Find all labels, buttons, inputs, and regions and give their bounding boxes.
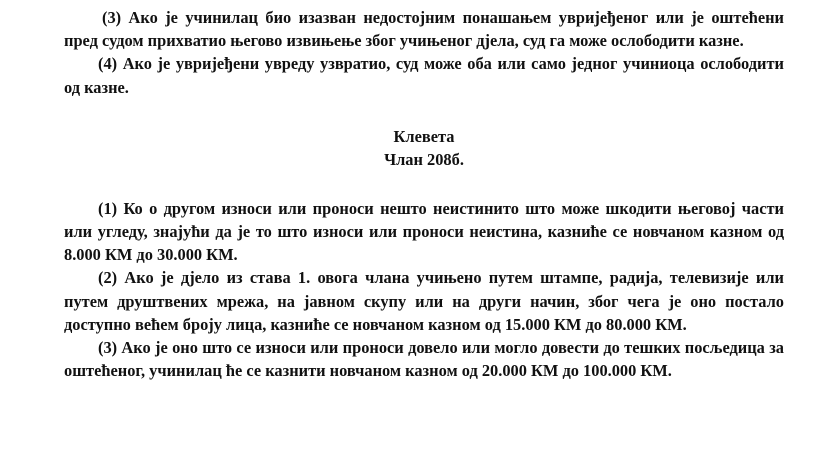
article-title: Клевета: [393, 126, 455, 146]
paragraph-207-3: (3) Ако је учинилац био изазван недостојним понашањем увријеђеног или је оштећени пред судом прихватио његово извињење због учињеног дјела, суд га може ослободити казне.: [64, 8, 784, 51]
article-number: Члан 208б.: [384, 149, 464, 169]
paragraph-208b-2: (2) Ако је дјело из става 1. овога члана учињено путем штампе, радија, телевизије или путем друштвених мрежа, на јавном скупу или на други начин, због чега је оно постало доступно већем броју лица, казниће се новчаном казном од 15.000 КМ до 80.000 КМ.: [64, 268, 784, 334]
paragraph-208b-3: (3) Ако је оно што се износи или проноси довело или могло довести до тешких посљедица за оштећеног, учинилац ће се казнити новчаном казном од 20.000 КМ до 100.000 КМ.: [64, 338, 784, 381]
document-body: [64, 6, 784, 382]
paragraph-208b-1: (1) Ко о другом износи или проноси нешто неистинито што може шкодити његовој части или угледу, знајући да је то што износи или проноси неистина, казниће се новчаном казном од 8.000 КМ до 30.000 КМ.: [64, 198, 784, 265]
paragraph-207-4: (4) Ако је увријеђени увреду узвратио, суд може оба или само једног учиниоца ослободити од казне.: [64, 54, 784, 97]
